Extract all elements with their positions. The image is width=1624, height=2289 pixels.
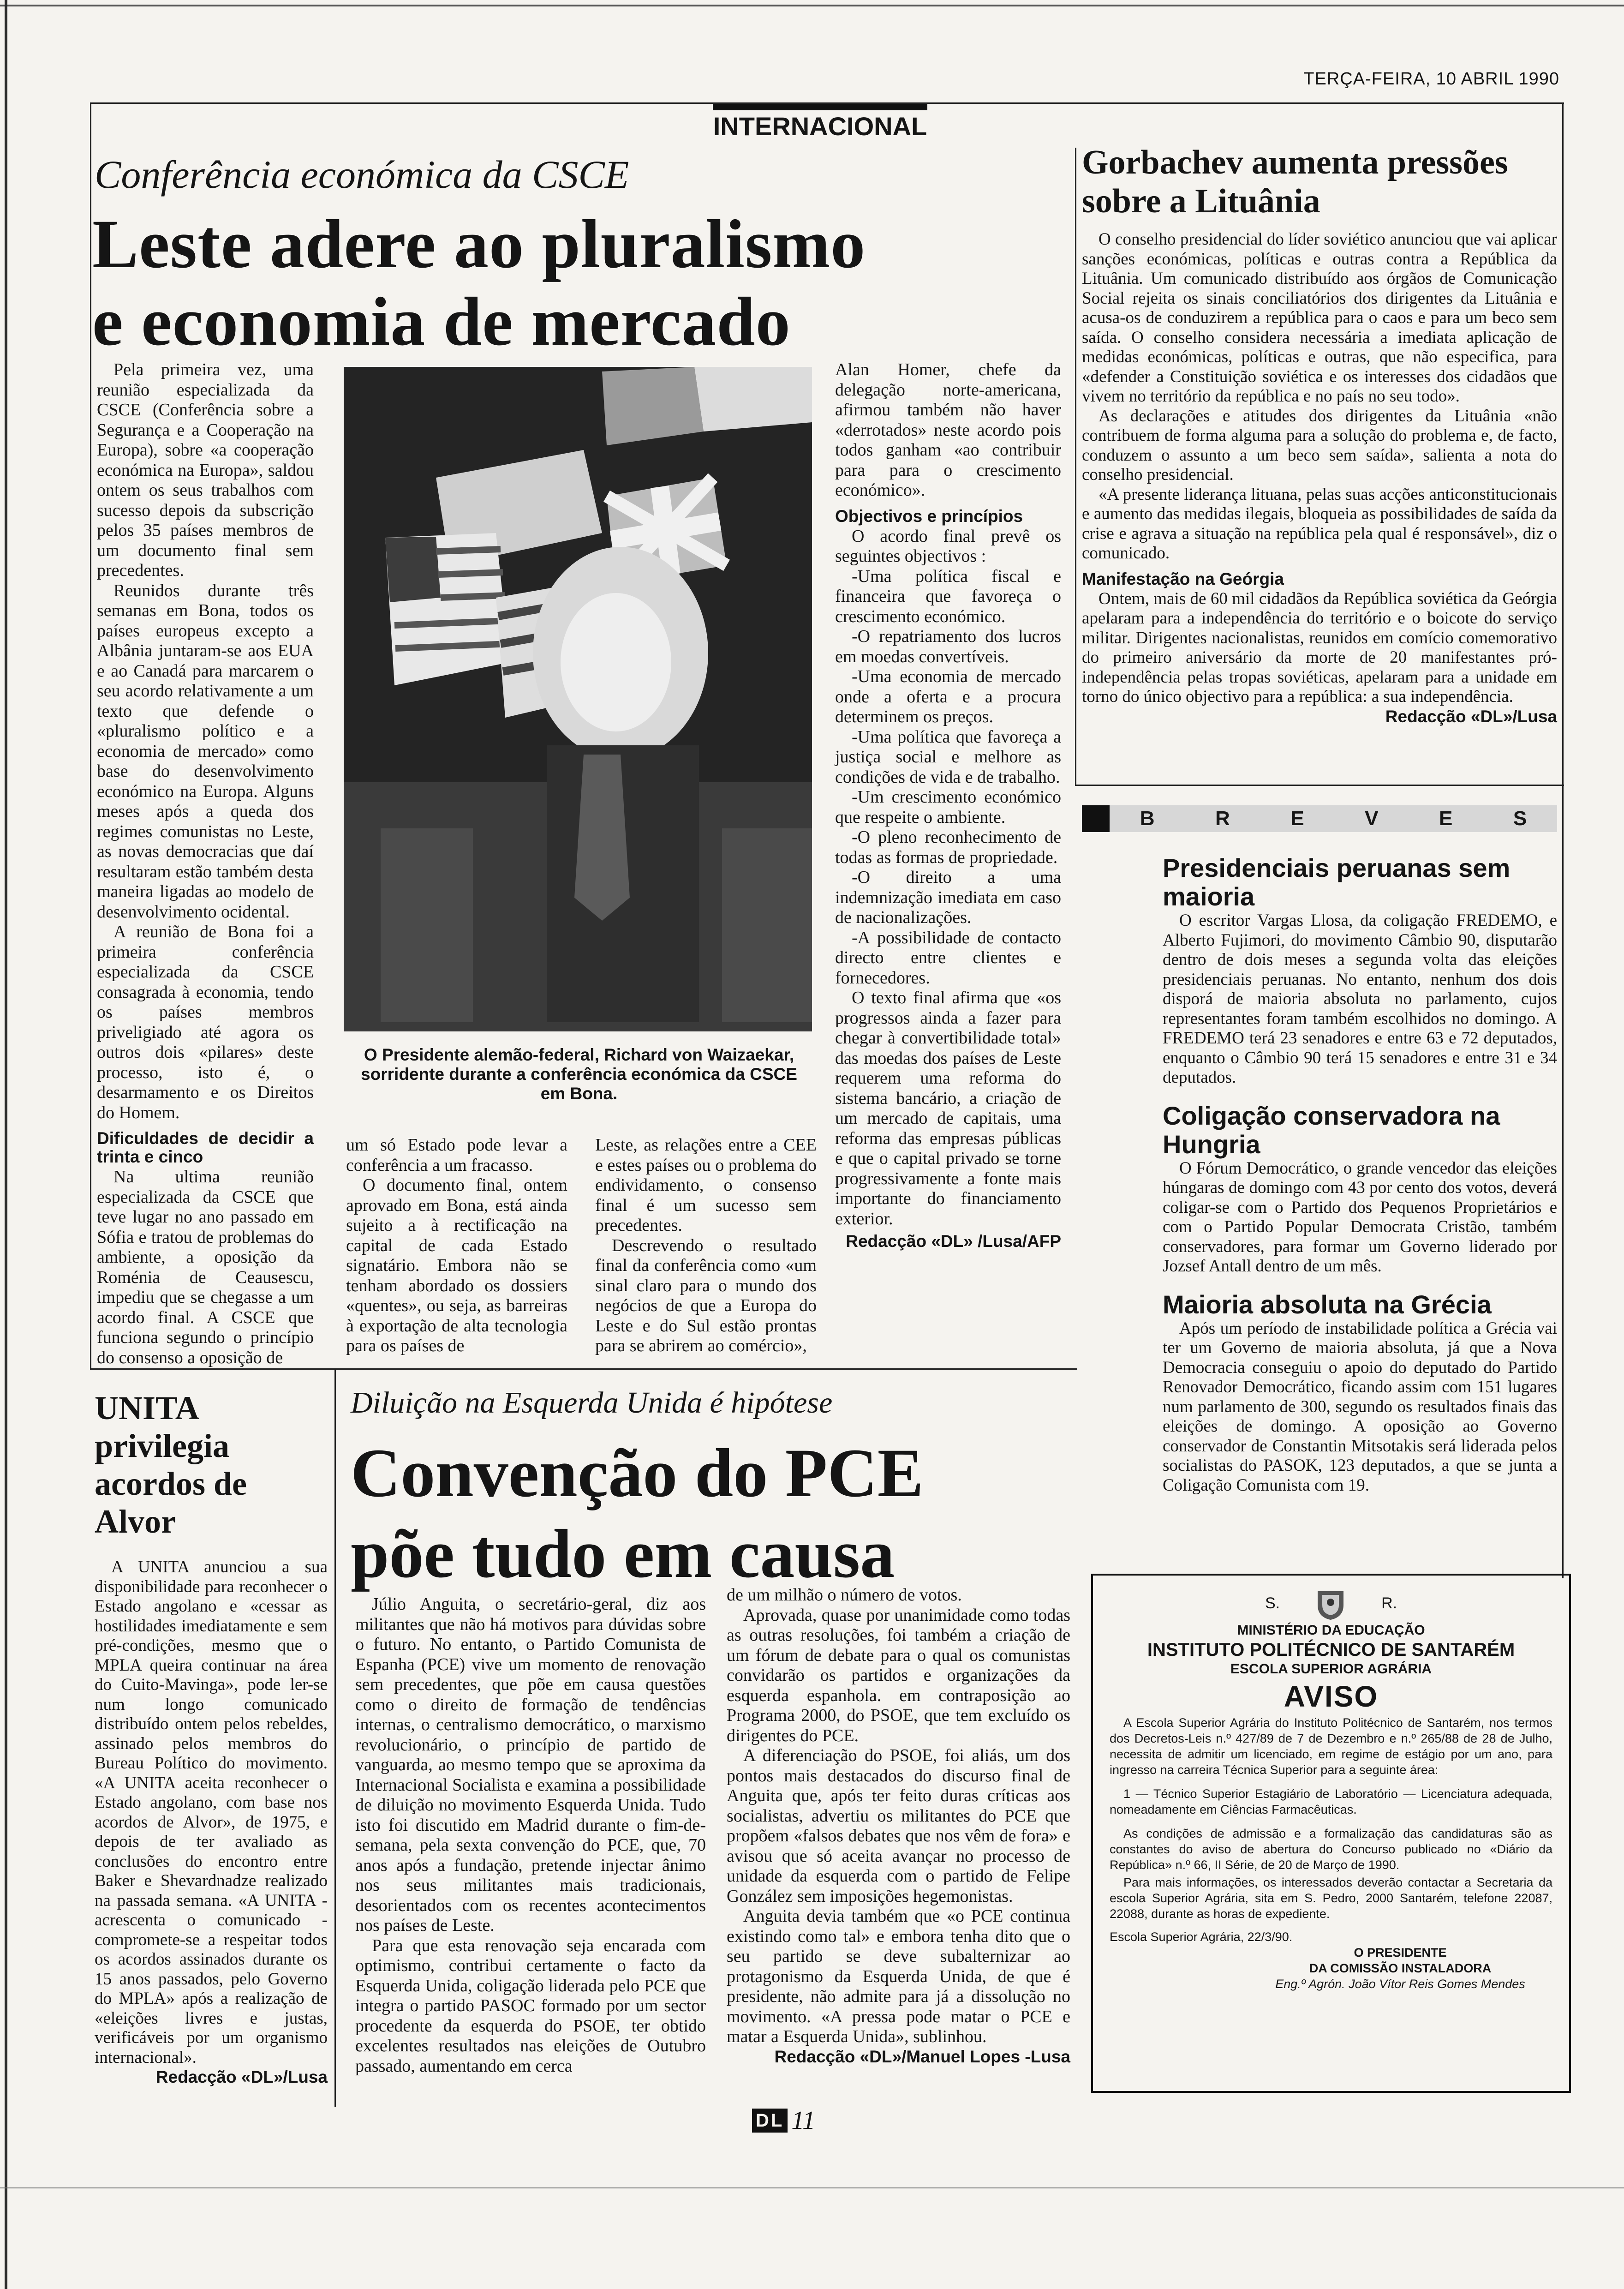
aviso-ministry: MINISTÉRIO DA EDUCAÇÃO [1237, 1623, 1425, 1638]
aviso-para-4: Para mais informações, os interessados deverão contactar a Secretaria da escola Superior Agrária, sita em S. Pedro, 2000 Santarém, telefone 22087, 22088, durante as horas de expediente. [1110, 1876, 1552, 1921]
main-col3-para-1: Leste, as relações entre a CEE e estes países ou o problema do endividamento, o consenso final é um sucesso sem precedentes. [595, 1135, 817, 1235]
gorbachev-headline: Gorbachev aumenta pressões sobre a Lituânia [1082, 144, 1508, 220]
main-col2-para-2: O documento final, ontem aprovado em Bona, está ainda sujeito a à rectificação na capital de cada Estado signatário. Embora não se tenham abordado os dossiers «quentes», ou seja, as barreiras à exportação de alta tecnologia para os países de [346, 1175, 567, 1355]
main-col3-para-2: Descrevendo o resultado final da conferência como «um sinal claro para o mundo dos negócios de que a Europa do Leste e do Sul estão prontas para se abrirem ao comércio», [595, 1235, 817, 1355]
top-scan-line [0, 5, 1624, 6]
main-col4-item-0: O acordo final prevê os seguintes objectivos : [835, 526, 1061, 566]
breve-1-title: Presidenciais peruanas sem maioria [1163, 853, 1511, 911]
page-date: TERÇA-FEIRA, 10 ABRIL 1990 [1303, 69, 1559, 89]
unita-right-rule [334, 1368, 336, 2107]
main-kicker: Conferência económica da CSCE [95, 152, 629, 197]
main-col2-para-1: um só Estado pode levar a conferência a um fracasso. [346, 1135, 567, 1175]
aviso-institute: INSTITUTO POLITÉCNICO DE SANTARÉM [1147, 1640, 1515, 1660]
breves-right-rule [1562, 785, 1564, 1578]
unita-body [95, 1558, 328, 2087]
aviso-signer-name: Eng.º Agrón. João Vítor Reis Gomes Mendes [1275, 1977, 1525, 1991]
aviso-para-1: A Escola Superior Agrária do Instituto Politécnico de Santarém, nos termos dos Decretos-Leis n.º 427/89 de 7 de Dezembro e n.º 265/88 de 28 de Julho, necessita de admitir um licenciado, em regime de estágio por um ano, para ingresso na carreira Técnica Superior para a seguinte área: [1110, 1716, 1552, 1777]
aviso-seal-row [1110, 1585, 1552, 1622]
aviso-ad [1091, 1574, 1571, 2093]
main-col-3 [595, 1135, 817, 1356]
main-headline [92, 205, 866, 360]
breves-letter: R [1215, 807, 1230, 830]
gorbachev-para-2: As declarações e atitudes dos dirigentes da Lituânia «não contribuem de forma alguma para a solução do problema e, de facto, conduzem o assunto a um beco sem saída», salienta a nota do conselho presidencial. [1082, 406, 1557, 484]
main-col4-item-4: -Uma política que favoreça a justiça social e melhore as condições de vida e de trabalho. [835, 727, 1061, 787]
main-col-4 [835, 360, 1061, 1251]
pce-headline-line-2: põe tudo em causa [351, 1516, 895, 1592]
dl-logo: DL [752, 2109, 788, 2133]
aviso-seal-right: R. [1381, 1594, 1397, 1612]
pce-col2-para-2: Aprovada, quase por unanimidade como todas as outras resoluções, foi também a criação de um fórum de debate para o qual os comunistas convidarão os partidos e organizações da esquerda espanhola. em contraposição ao Programa 2000, do PSOE, que tem excluído os dirigentes do PCE. [727, 1605, 1070, 1745]
main-headline-line-2: e economia de mercado [92, 283, 791, 360]
breves-square-icon [1082, 805, 1110, 832]
main-right-rule [1075, 148, 1076, 785]
main-col-2 [346, 1135, 567, 1356]
main-headline-line-1: Leste adere ao pluralismo [92, 206, 866, 282]
breves-letter: B [1140, 807, 1155, 830]
main-col4-item-9: O texto final afirma que «os progressos ainda a fazer para chegar à convertibilidade total» das moedas dos países de Leste requerem uma reforma do sistema bancário, a criação de um mercado de capitais, uma reforma das empresas públicas e que o capital privado se torne progressivamente a fonte mais importante do financiamento exterior. [835, 988, 1061, 1228]
main-signature: Redacção «DL» /Lusa/AFP [846, 1232, 1061, 1251]
breves-letter: V [1365, 807, 1379, 830]
main-col1-para-4: Na ultima reunião especializada da CSCE que teve lugar no ano passado em Sófia e tratou de problemas do ambiente, a oposição da Roménia de Ceausescu, impediu que se chegasse a um acordo final. A CSCE que funciona segundo o princípio do consenso a oposição de [97, 1167, 314, 1367]
aviso-body [1110, 1715, 1552, 1945]
main-col4-item-8: -A possibilidade de contacto directo entre clientes e fornecedores. [835, 928, 1061, 988]
conference-photo [344, 367, 812, 1031]
breve-2-body [1163, 1159, 1557, 1276]
page-number: 11 [791, 2106, 816, 2135]
unita-text: A UNITA anunciou a sua disponibilidade para reconhecer o Estado angolano e «cessar as hostilidades imediatamente e sem pré-condições, mesmo que o MPLA queira continuar na área do Cuito-Mavinga», pode ler-se num longo comunicado distribuído ontem pelos rebeldes, assinado pelos membros do Bureau Político do movimento. «A UNITA aceita reconhecer o Estado angolano, com base nos acordos de Alvor», de 1975, e depois de ter avaliado as conclusões do encontro entre Baker e Shevardnadze realizado na passada semana. «A UNITA - acrescenta o comunicado - compromete-se a respeitar todos os acordos assinados durante os 15 anos passados, pelo Governo do MPLA» após a realização de «eleições livres e justas, verificáveis por um organismo internacional». [95, 1558, 328, 2067]
breves-letter: E [1439, 807, 1453, 830]
main-col4-item-6: -O pleno reconhecimento de todas as formas de propriedade. [835, 827, 1061, 867]
main-col4-item-1: -Uma política fiscal e financeira que favoreça o crescimento económico. [835, 566, 1061, 626]
pce-col1-para-1: Júlio Anguita, o secretário-geral, diz aos militantes que não há motivos para dúvidas sobre o futuro. No entanto, o Partido Comunista de Espanha (PCE) vive um momento de renovação sem precedentes, que põe em causa questões como o direito de formação de tendências internas, o centralismo democrático, o marxismo revolucionário, o princípio de partido de vanguarda, ao mesmo tempo que se aproxima da Internacional Socialista e examina a possibilidade de diluição no movimento Esquerda Unida. Tudo isto foi discutido em Madrid durante o fim-de-semana, pela sexta convenção do PCE, que, 70 anos após a fundação, pretende injectar ânimo nos seus militantes mais tradicionais, desorientados com os recentes acontecimentos nos países de Leste. [355, 1594, 706, 1935]
main-col-1 [97, 360, 314, 1368]
breves-letter: S [1513, 807, 1527, 830]
breves-letters [1110, 807, 1557, 830]
section-tag: INTERNACIONAL [713, 104, 927, 147]
gorbachev-signature: Redacção «DL»/Lusa [1385, 707, 1557, 726]
pce-signature: Redacção «DL»/Manuel Lopes -Lusa [774, 2047, 1070, 2066]
pce-headline-line-1: Convenção do PCE [351, 1435, 924, 1511]
unita-headline: UNITA privilegia acordos de Alvor [95, 1390, 247, 1540]
lower-section-rule [90, 1368, 1077, 1370]
gorbachev-para-4: Ontem, mais de 60 mil cidadãos da República soviética da Geórgia apelaram para a independência do território e o boicote do serviço militar. Dirigentes nacionalistas, reunidos em comício comemorativo do primeiro aniversário da morte de 20 manifestantes pró-independência pelas tropas soviéticas, apelaram para a unidade em torno do único objectivo para a república: a sua independência. [1082, 589, 1557, 706]
main-col4-para-1: Alan Homer, chefe da delegação norte-americana, afirmou também não haver «derrotados» neste acordo pois todos ganham «ao contribuir para para o crescimento económico». [835, 360, 1061, 500]
page-footer [752, 2107, 815, 2134]
pce-col2-para-4: Anguita devia também que «o PCE continua existindo como tal» e embora tenha dito que o seu partido se deve subalternizar ao protagonismo da Esquerda Unida, de que é presidente, não admite para já a dissolução no movimento. «A pressa pode matar o PCE e matar a Esquerda Unida», sublinhou. [727, 1906, 1070, 2046]
main-col4-item-7: -O direito a uma indemnização imediata em caso de nacionalizações. [835, 868, 1061, 927]
pce-col-1 [355, 1594, 706, 2076]
main-col1-subhead: Dificuldades de decidir a trinta e cinco [97, 1129, 314, 1166]
pce-kicker: Diluição na Esquerda Unida é hipótese [351, 1386, 833, 1420]
conference-photo-art [344, 367, 812, 1031]
frame-right [1562, 102, 1564, 785]
main-col4-item-5: -Um crescimento económico que respeite o ambiente. [835, 787, 1061, 827]
pce-headline [351, 1433, 924, 1594]
pce-col-2 [727, 1585, 1070, 2067]
breves-banner [1082, 805, 1557, 832]
aviso-para-3: As condições de admissão e a formalização das candidaturas são as constantes do aviso de abertura do Concurso publicado no «Diário da República» n.º 66, II Série, de 20 de Março de 1990. [1110, 1827, 1552, 1872]
left-scan-edge [5, 0, 7, 2289]
aviso-title: AVISO [1284, 1680, 1379, 1713]
main-col4-subhead: Objectivos e princípios [835, 506, 1023, 526]
gorbachev-para-1: O conselho presidencial do líder soviético anunciou que vai aplicar sanções económicas, políticas e outras contra a República da Lituânia. Um comunicado distribuído aos órgãos de Comunicação Social rejeita os sinais conciliatórios dos dirigentes da Lituânia e acusa-os de conduzirem a república para o caos e para um beco sem saída. O conselho considera necessária a imediata aplicação de medidas económicas, políticas e outras, que não especifica, para «defender a Constituição soviética e os interesses dos cidadãos que vivem no território da república e no país no seu todo». [1082, 230, 1557, 406]
main-col1-para-1: Pela primeira vez, uma reunião especializada da CSCE (Conferência sobre a Segurança e a Cooperação na Europa), sobre «a cooperação económica na Europa», saldou ontem os seus trabalhos com sucesso depois da subscrição pelos 35 países membros de um documento final sem precedentes. [97, 360, 314, 580]
main-col1-para-2: Reunidos durante três semanas em Bona, todos os países europeus excepto a Albânia juntaram-se aos EUA e ao Canadá para marcarem o seu acordo relativamente a um texto que defende o «pluralismo político e a economia de mercado» como base do desenvolvimento económico na Europa. Alguns meses após a queda dos regimes comunistas no Leste, as novas democracias que daí resultaram estão também desta maneira ligadas ao modelo de desenvolvimento ocidental. [97, 581, 314, 922]
coat-of-arms-icon [1312, 1585, 1349, 1622]
breves-letter: E [1290, 807, 1304, 830]
pce-col1-para-2: Para que esta renovação seja encarada com optimismo, contribui certamente o facto da Esquerda Unida, coligação liderada pelo PCE que integra o partido PASOC formado por um sector procedente da esquerda do PSOE, ter obtido excelentes resultados nas eleições de Outubro passado, aumentando em cerca [355, 1935, 706, 2076]
main-col4-item-3: -Uma economia de mercado onde a oferta e a procura determinem os preços. [835, 667, 1061, 726]
aviso-place-date: Escola Superior Agrária, 22/3/90. [1110, 1930, 1293, 1944]
aviso-para-2: 1 — Técnico Superior Estagiário de Laboratório — Licenciatura adequada, nomeadamente em Ciências Farmacêuticas. [1110, 1787, 1552, 1816]
aviso-signer-title-1: O PRESIDENTE [1354, 1946, 1447, 1959]
breves-top-rule [1075, 785, 1564, 786]
bottom-scan-line [0, 2187, 1624, 2188]
breve-3-text: Após um período de instabilidade política a Grécia vai ter um Governo de maioria absoluta, já que a Nova Democracia conseguiu o apoio do deputado do Partido Renovador Democrático, ficando assim com 151 lugares num parlamento de 300, segundo os resultados finais das eleições de domingo. A oposição ao Governo conservador de Constantin Mitsotakis será liderada pelos socialistas do PASOK, 123 deputados, a que se junta a Coligação Comunista com 19. [1163, 1318, 1557, 1495]
gorbachev-subhead: Manifestação na Geórgia [1082, 569, 1284, 588]
aviso-seal-left: S. [1265, 1594, 1280, 1612]
main-col1-para-3: A reunião de Bona foi a primeira conferência especializada da CSCE consagrada à economia, tendo os países membros priveligiado até agora os outros dois «pilares» deste processo, isto é, o desarmamento e os Direitos do Homem. [97, 922, 314, 1122]
main-col4-item-2: -O repatriamento dos lucros em moedas convertíveis. [835, 627, 1061, 666]
breves-list [1163, 854, 1557, 1495]
breve-1-body [1163, 911, 1557, 1088]
pce-col2-para-3: A diferenciação do PSOE, foi aliás, um dos pontos mais destacados do discurso final de Anguita que, após ter feito duras críticas aos socialistas, advertiu os militantes do PCE que propõem «falsos debates que nos vêm de fora» e avisou que só aceita avançar no processo de unidade da esquerda com o partido de Felipe González sem imposições hegemonistas. [727, 1746, 1070, 1906]
gorbachev-body [1082, 230, 1557, 726]
breve-3-body [1163, 1319, 1557, 1496]
gorbachev-para-3: «A presente liderança lituana, pelas suas acções anticonstitucionais e aumento das medidas ilegais, bloqueia as possibilidades de saída da crise e agrava a situação na república pela qual é responsável», diz o comunicado. [1082, 485, 1557, 563]
us-flag-shape [385, 533, 510, 685]
breve-1-text: O escritor Vargas Llosa, da coligação FREDEMO, e Alberto Fujimori, do movimento Câmbio 90, disputarão dentro de dois meses a segunda volta das eleições presidenciais peruanas. No entanto, nenhum dos dois disporá de maioria absoluta no parlamento, cujos representantes foram também escolhidos no domingo. A FREDEMO terá 23 senadores e entre 63 e 72 deputados, enquanto o Câmbio 90 terá 15 senadores e entre 31 e 34 deputados. [1163, 911, 1557, 1087]
aviso-school: ESCOLA SUPERIOR AGRÁRIA [1230, 1661, 1432, 1677]
photo-caption: O Presidente alemão-federal, Richard von Waizaekar, sorridente durante a conferência económica da CSCE em Bona. [361, 1045, 797, 1103]
breve-3-title: Maioria absoluta na Grécia [1163, 1289, 1492, 1319]
aviso-signer-title-2: DA COMISSÃO INSTALADORA [1309, 1961, 1492, 1975]
breve-2-title: Coligação conservadora na Hungria [1163, 1101, 1500, 1159]
breve-2-text: O Fórum Democrático, o grande vencedor das eleições húngaras de domingo com 43 por cento dos votos, deverá coligar-se com o Partido dos Pequenos Proprietários e com o Partido Popular Democrata Cristão, também conservadores, para formar um Governo liderado por Jozsef Antall dentro de um mês. [1163, 1158, 1557, 1276]
unita-signature: Redacção «DL»/Lusa [155, 2067, 328, 2086]
frame-left [90, 102, 91, 1369]
pce-col2-para-1: de um milhão o número de votos. [727, 1585, 962, 1605]
